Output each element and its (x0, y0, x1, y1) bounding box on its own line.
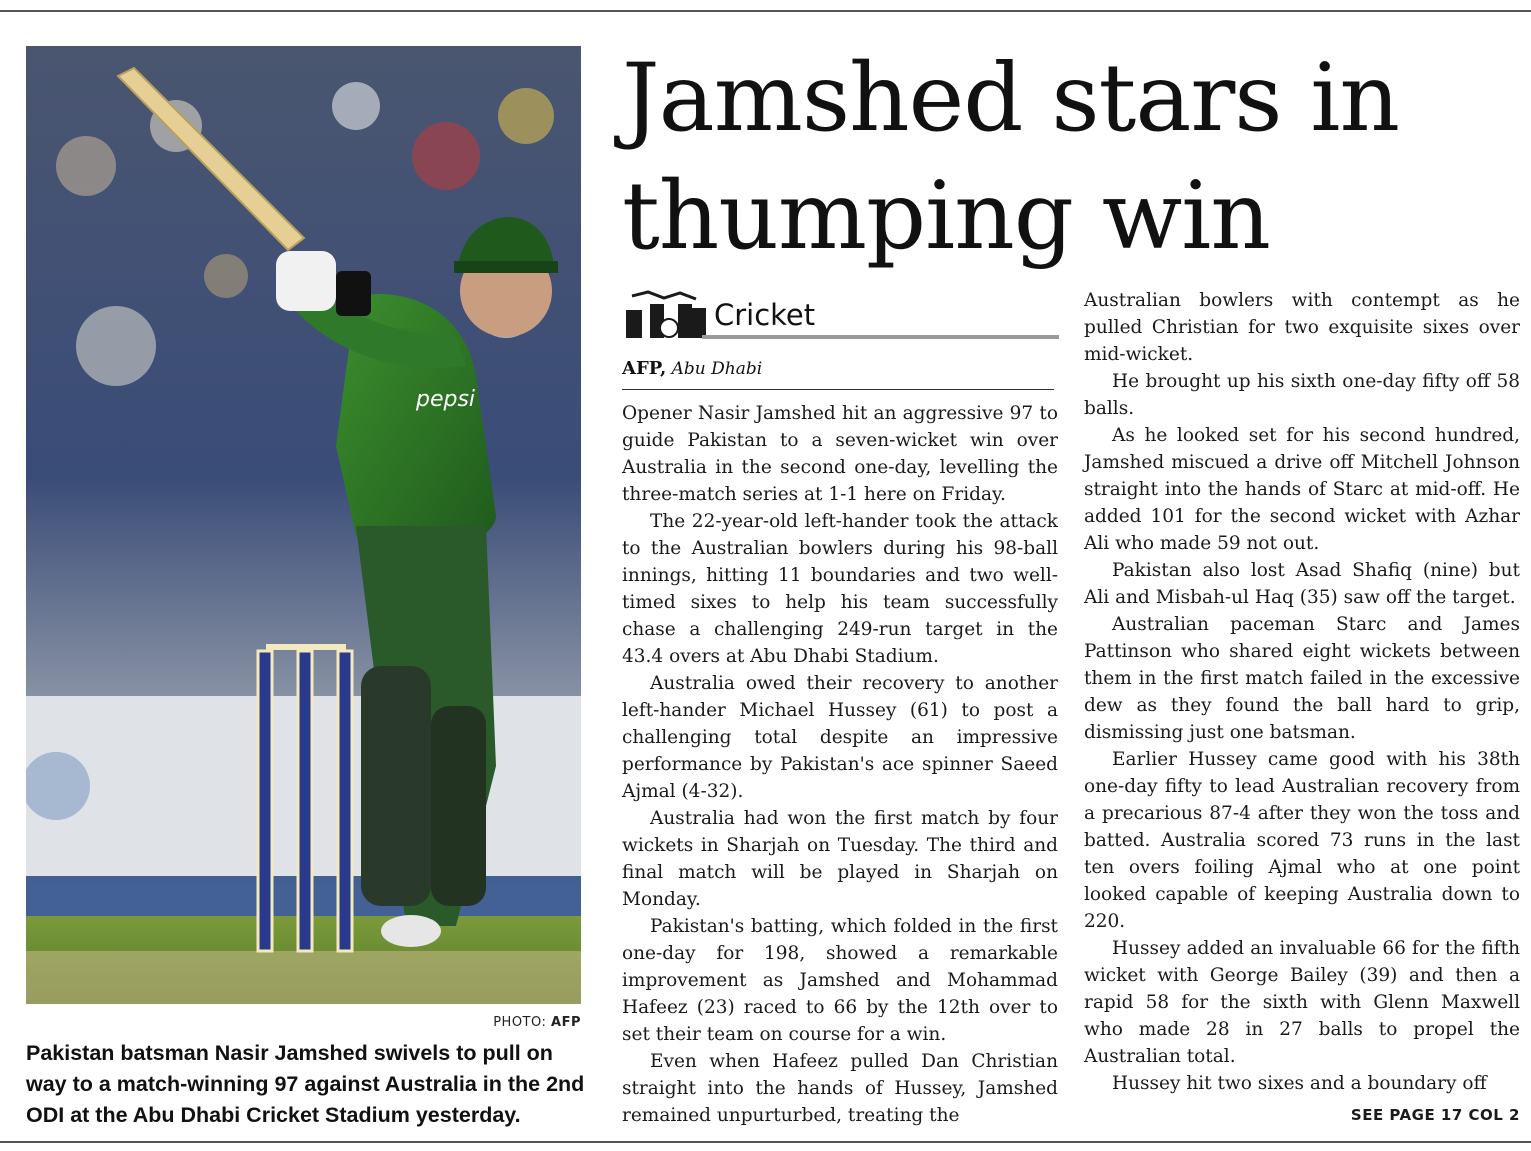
byline-place: Abu Dhabi (671, 359, 763, 379)
photo-caption: Pakistan batsman Nasir Jamshed swivels to pull on way to a match-winning 97 against Australia in the 2nd ODI at the Abu Dhabi Cricket Stadium yesterday. (26, 1041, 585, 1127)
bottom-page-rule (0, 1141, 1531, 1143)
paragraph: Pakistan's batting, which folded in the first one-day for 198, showed a remarkable improvement as Jamshed and Mohammad Hafeez (23) raced to 66 by the 12th over to set their team on course for a win. (622, 916, 1058, 1045)
cricket-photo (26, 46, 581, 1004)
paragraph: Australian paceman Starc and James Pattinson who shared eight wickets between them in the first match failed in the excessive dew as they found the ball hard to grip, dismissing just one batsman. (1084, 614, 1520, 743)
byline-rule (622, 389, 1054, 390)
article-column-1 (622, 400, 1058, 1129)
top-page-rule (0, 10, 1531, 12)
cricket-stumps-ball-icon (622, 290, 706, 338)
paragraph: Australia had won the first match by four wickets in Sharjah on Tuesday. The third and final match will be played in Sharjah on Monday. (622, 808, 1058, 910)
paragraph: He brought up his sixth one-day fifty off 58 balls. (1084, 371, 1520, 419)
section-label-block (622, 290, 1059, 340)
paragraph: Pakistan also lost Asad Shafiq (nine) but Ali and Misbah-ul Haq (35) saw off the target. (1084, 560, 1520, 608)
paragraph: As he looked set for his second hundred, Jamshed miscued a drive off Mitchell Johnson straight into the hands of Starc at mid-off. He added 101 for the second wicket with Azhar Ali who made 59 not out. (1084, 425, 1520, 554)
article-column-2 (1084, 287, 1520, 1097)
paragraph: Opener Nasir Jamshed hit an aggressive 97 to guide Pakistan to a seven-wicket win over Australia in the second one-day, levelling the three-match series at 1-1 here on Friday. (622, 403, 1058, 505)
section-rule (702, 335, 1059, 339)
paragraph: Hussey added an invaluable 66 for the fifth wicket with George Bailey (39) and then a rapid 58 for the sixth with Glenn Maxwell who made 28 in 27 balls to propel the Australian total. (1084, 938, 1520, 1067)
section-label-text: Cricket (714, 298, 816, 332)
headline (622, 40, 1522, 276)
photo-credit: PHOTO: AFP (493, 1015, 581, 1030)
byline (622, 358, 1054, 379)
paragraph: Earlier Hussey came good with his 38th one-day fifty to lead Australian recovery from a precarious 87-4 after they won the toss and batted. Australia scored 73 runs in the last ten overs foiling Ajmal who at one point looked capable of keeping Australia down to 220. (1084, 749, 1520, 932)
shirt-sponsor-text: pepsi (416, 387, 476, 412)
paragraph: Hussey hit two sixes and a boundary off (1112, 1073, 1487, 1094)
headline-line-2: thumping win (622, 162, 1270, 271)
paragraph: The 22-year-old left-hander took the attack to the Australian bowlers during his 98-ball innings, hitting 11 boundaries and two well-timed sixes to help his team successfully chase a challenging 249-run target in the 43.4 overs at Abu Dhabi Stadium. (622, 511, 1058, 667)
paragraph: Australia owed their recovery to another left-hander Michael Hussey (61) to post a challenging total despite an impressive performance by Pakistan's ace spinner Saeed Ajmal (4-32). (622, 673, 1058, 802)
continuation-jump-link[interactable]: SEE PAGE 17 COL 2 (1350, 1106, 1520, 1124)
byline-agency: AFP, (622, 358, 667, 379)
paragraph: Australian bowlers with contempt as he pulled Christian for two exquisite sixes over mid-wicket. (1084, 290, 1520, 365)
paragraph: Even when Hafeez pulled Dan Christian straight into the hands of Hussey, Jamshed remained unpurturbed, treating the (622, 1051, 1058, 1126)
headline-line-1: Jamshed stars in (622, 44, 1400, 153)
